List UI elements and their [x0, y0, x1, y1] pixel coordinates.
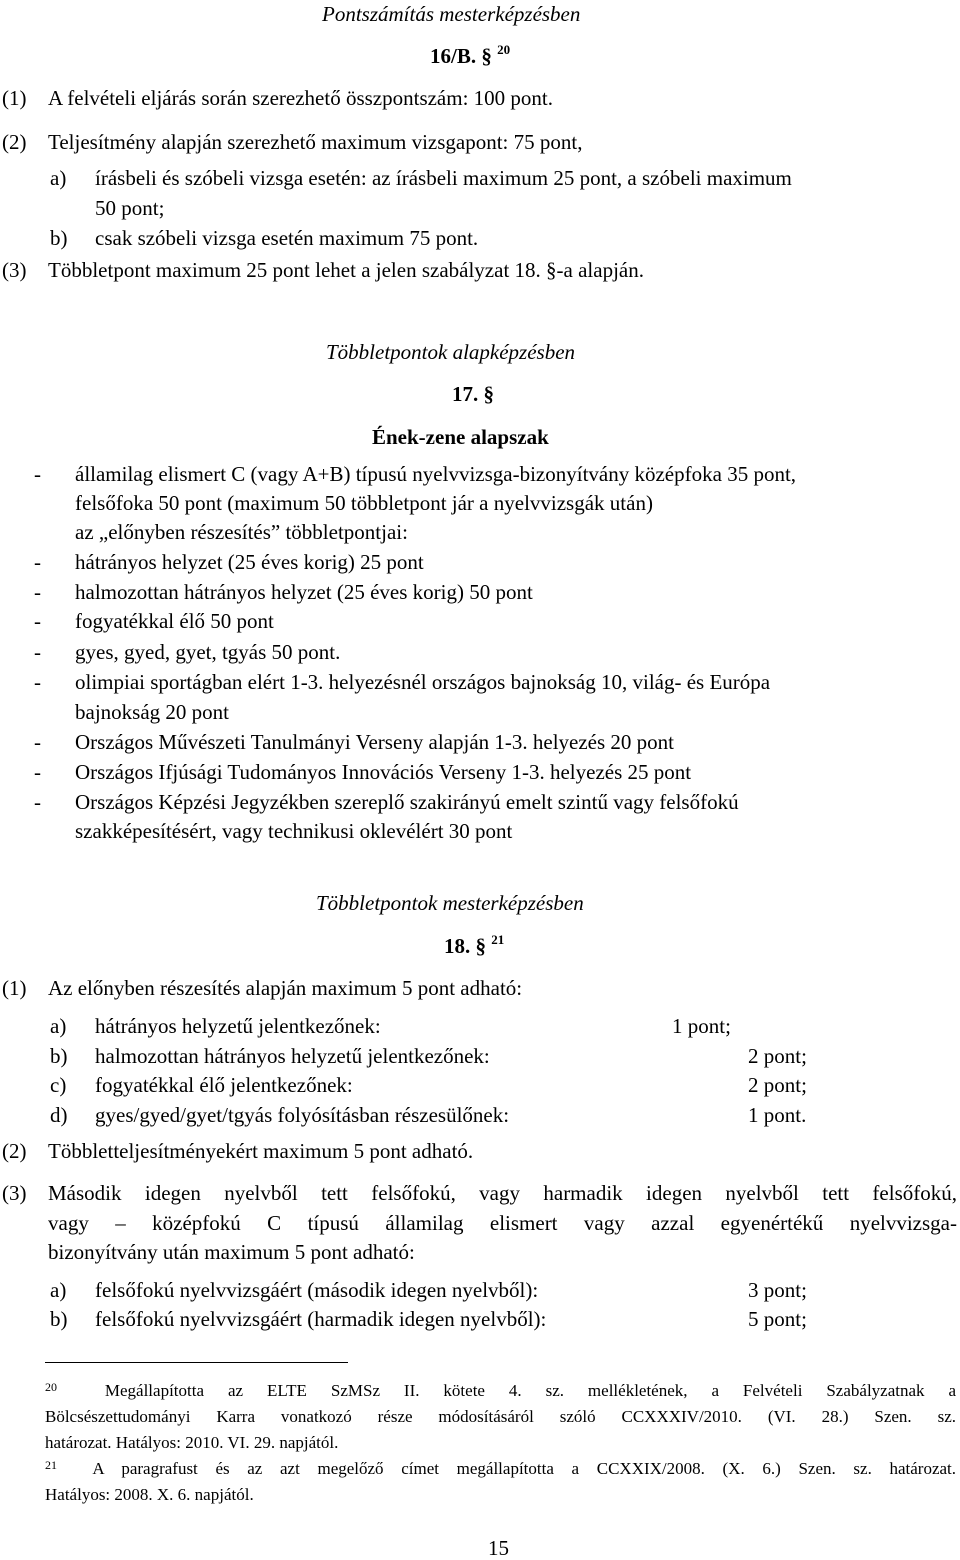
item-text: Többletteljesítményekért maximum 5 pont adható.	[48, 1139, 474, 1163]
item-number: (1)	[2, 86, 27, 110]
subitem-text: fogyatékkal élő jelentkezőnek:	[95, 1073, 353, 1097]
subitem-text: felsőfokú nyelvvizsgáért (harmadik idegen nyelvből):	[95, 1307, 547, 1331]
list-item: gyes, gyed, gyet, tgyás 50 pont.	[75, 640, 341, 664]
item-text: vagy – középfokú C típusú államilag elismert vagy azzal egyenértékű nyelvvizsga-	[48, 1211, 957, 1235]
section-heading-18: Többletpontok mesterképzésben	[316, 891, 584, 915]
footnote-number: 20	[45, 1380, 57, 1394]
subitem-text: halmozottan hátrányos helyzetű jelentkezőnek:	[95, 1044, 490, 1068]
subitem-text: 50 pont;	[95, 196, 165, 220]
subitem-letter: b)	[50, 1044, 68, 1068]
subitem-value: 1 pont.	[748, 1103, 807, 1127]
subitem-letter: a)	[50, 1278, 67, 1302]
list-item: szakképesítésért, vagy technikusi oklevélért 30 pont	[75, 819, 513, 843]
subitem-text: írásbeli és szóbeli vizsga esetén: az írásbeli maximum 25 pont, a szóbeli maximum	[95, 166, 792, 190]
footnote-20	[45, 1380, 956, 1402]
footnote-21	[45, 1458, 956, 1480]
item-number: (1)	[2, 976, 27, 1000]
page-number: 15	[488, 1536, 509, 1560]
paragraph-number-16b	[430, 44, 510, 68]
item-text: Teljesítmény alapján szerezhető maximum vizsgapont: 75 pont,	[48, 130, 583, 154]
paragraph-number-18	[444, 934, 504, 958]
subitem-text: gyes/gyed/gyet/tgyás folyósításban részesülőnek:	[95, 1103, 510, 1127]
subitem-text: felsőfokú nyelvvizsgáért (második idegen nyelvből):	[95, 1278, 539, 1302]
dash: -	[34, 670, 41, 694]
footnote-ref-20: 20	[497, 42, 511, 57]
item-number: (3)	[2, 258, 27, 282]
item-text: Többletpont maximum 25 pont lehet a jelen szabályzat 18. §-a alapján.	[48, 258, 644, 282]
item-number: (2)	[2, 1139, 27, 1163]
dash: -	[34, 760, 41, 784]
dash: -	[34, 462, 41, 486]
subitem-value: 2 pont;	[748, 1044, 807, 1068]
item-text: Az előnyben részesítés alapján maximum 5 pont adható:	[48, 976, 523, 1000]
list-item: olimpiai sportágban elért 1-3. helyezésnél országos bajnokság 10, világ- és Európa	[75, 670, 771, 694]
section-heading-16b: Pontszámítás mesterképzésben	[322, 2, 581, 26]
subitem-text: hátrányos helyzetű jelentkezőnek:	[95, 1014, 381, 1038]
subsection-title: Ének-zene alapszak	[372, 425, 549, 449]
section-heading-17: Többletpontok alapképzésben	[326, 340, 576, 364]
item-text: Második idegen nyelvből tett felsőfokú, vagy harmadik idegen nyelvből tett felsőfokú,	[48, 1181, 957, 1205]
list-item: halmozottan hátrányos helyzet (25 éves korig) 50 pont	[75, 580, 533, 604]
list-item: Országos Ifjúsági Tudományos Innovációs Verseny 1-3. helyezés 25 pont	[75, 760, 692, 784]
list-item: fogyatékkal élő 50 pont	[75, 609, 274, 633]
list-item: Országos Művészeti Tanulmányi Verseny alapján 1-3. helyezés 20 pont	[75, 730, 675, 754]
subitem-letter: c)	[50, 1073, 67, 1097]
paragraph-number-text: 18. §	[444, 934, 486, 958]
footnote-ref-21: 21	[491, 932, 505, 947]
dash: -	[34, 580, 41, 604]
paragraph-number-text: 16/B. §	[430, 44, 492, 68]
list-item: államilag elismert C (vagy A+B) típusú nyelvvizsga-bizonyítvány középfoka 35 pont,	[75, 462, 797, 486]
dash: -	[34, 790, 41, 814]
item-number: (3)	[2, 1181, 27, 1205]
list-item: Országos Képzési Jegyzékben szereplő szakirányú emelt szintű vagy felsőfokú	[75, 790, 739, 814]
list-item: bajnokság 20 pont	[75, 700, 229, 724]
dash: -	[34, 609, 41, 633]
subitem-text: csak szóbeli vizsga esetén maximum 75 pont.	[95, 226, 479, 250]
subitem-letter: a)	[50, 1014, 67, 1038]
subitem-value: 3 pont;	[748, 1278, 807, 1302]
subitem-value: 1 pont;	[672, 1014, 731, 1038]
subitem-value: 2 pont;	[748, 1073, 807, 1097]
subitem-letter: a)	[50, 166, 67, 190]
subitem-value: 5 pont;	[748, 1307, 807, 1331]
paragraph-number-17: 17. §	[452, 382, 494, 406]
list-item: hátrányos helyzet (25 éves korig) 25 pont	[75, 550, 424, 574]
item-text: bizonyítvány után maximum 5 pont adható:	[48, 1240, 415, 1264]
footnote-text: Hatályos: 2008. X. 6. napjától.	[45, 1485, 254, 1504]
dash: -	[34, 550, 41, 574]
footnote-text: határozat. Hatályos: 2010. VI. 29. napjától.	[45, 1433, 339, 1452]
subitem-letter: d)	[50, 1103, 68, 1127]
footnote-separator	[45, 1362, 348, 1363]
footnote-number: 21	[45, 1458, 57, 1472]
subitem-letter: b)	[50, 1307, 68, 1331]
item-text: A felvételi eljárás során szerezhető összpontszám: 100 pont.	[48, 86, 554, 110]
footnote-text: Bölcsészettudományi Karra vonatkozó része módosításáról szóló CCXXXIV/2010. (VI. 28.) Szen. sz.	[45, 1407, 956, 1426]
dash: -	[34, 640, 41, 664]
footnote-text: A paragrafust és az azt megelőző címet megállapította a CCXXIX/2008. (X. 6.) Szen. sz. határozat.	[92, 1459, 957, 1478]
item-number: (2)	[2, 130, 27, 154]
subitem-letter: b)	[50, 226, 68, 250]
list-item: az „előnyben részesítés” többletpontjai:	[75, 520, 408, 544]
dash: -	[34, 730, 41, 754]
list-item: felsőfoka 50 pont (maximum 50 többletpont jár a nyelvvizsgák után)	[75, 491, 653, 515]
footnote-text: Megállapította az ELTE SzMSz II. kötete 4. sz. mellékletének, a Felvételi Szabályzatnak a	[104, 1381, 957, 1400]
